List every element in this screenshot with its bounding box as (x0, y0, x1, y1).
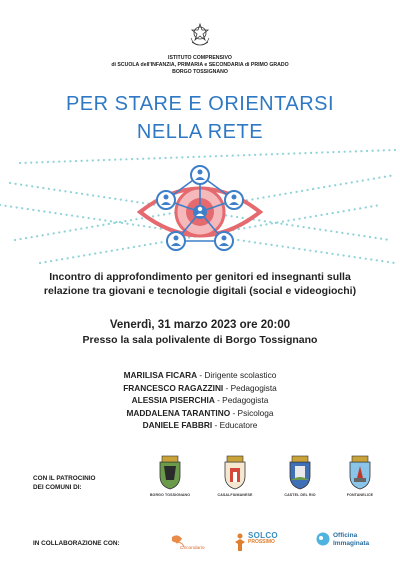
comune-borgo-tossignano (140, 454, 200, 497)
event-description (12, 270, 388, 298)
school-line-3: BORGO TOSSIGNANO (172, 69, 228, 75)
subtitle-line-1: Incontro di approfondimento per genitori ed insegnanti sulla (49, 271, 351, 283)
speakers-list (0, 369, 400, 432)
patrocinio-line-1: CON IL PATROCINIO (33, 475, 96, 482)
fontanelice-crest-icon (347, 454, 373, 490)
comune-castel-del-rio (270, 454, 330, 497)
castel-del-rio-crest-icon (287, 454, 313, 490)
comune-caption: CASTEL DEL RIO (284, 493, 316, 497)
circondario-text: Circondario (180, 546, 205, 551)
network-eye-illustration (0, 145, 400, 270)
solco-name: SOLCO (248, 531, 278, 540)
user-node-icon (215, 232, 233, 250)
comune-fontanelice (330, 454, 390, 497)
user-node-icon (167, 232, 185, 250)
partner-officina-logo (316, 532, 370, 551)
title-line-1: PER STARE E ORIENTARSI (65, 93, 335, 115)
collaborazione-label: IN COLLABORAZIONE CON: (33, 540, 120, 547)
subtitle-line-2: relazione tra giovani e tecnologie digitali (social e videogiochi) (43, 285, 357, 297)
comune-caption: CASALFIUMANESE (217, 493, 253, 497)
patrocinio-label (33, 474, 96, 492)
comune-casalfiumanese (205, 454, 265, 497)
event-place: Presso la sala polivalente di Borgo Tossignano (82, 334, 318, 346)
school-line-1: ISTITUTO COMPRENSIVO (168, 55, 232, 61)
user-node-icon (193, 205, 207, 219)
speaker-role: - Dirigente scolastico (197, 370, 277, 380)
title-line-2: NELLA RETE (136, 121, 264, 143)
partner-circondario-logo (168, 533, 208, 558)
event-date: Venerdì, 31 marzo 2023 ore 20:00 (109, 319, 291, 331)
comune-caption: BORGO TOSSIGNANO (149, 493, 191, 497)
officina-logo-icon (316, 532, 330, 546)
solco-figure-icon (233, 532, 247, 552)
speaker-role: - Psicologa (230, 407, 274, 418)
poster-title (0, 90, 400, 146)
speaker-name: DANIELE FABBRI (142, 420, 213, 430)
user-node-icon (157, 191, 175, 209)
school-line-2: di SCUOLA dell'INFANZIA, PRIMARIA e SECONDARIA di PRIMO GRADO (111, 62, 289, 68)
speaker-role: - Educatore (212, 420, 258, 430)
partner-solco-logo (233, 531, 278, 557)
solco-subname: PROSSIMO (248, 539, 275, 545)
comune-caption: FONTANELICE (346, 493, 374, 497)
user-node-icon (191, 166, 209, 184)
speaker-row (0, 407, 400, 420)
user-node-icon (225, 191, 243, 209)
officina-line-1: Officina (333, 532, 358, 539)
borgo-tossignano-crest-icon (157, 454, 183, 490)
speaker-role: - Pedagogista (223, 382, 277, 393)
officina-text (333, 532, 369, 548)
speaker-row (0, 382, 400, 395)
speaker-row (0, 419, 400, 432)
speaker-name: MADDALENA TARANTINO (126, 407, 231, 418)
casalfiumanese-crest-icon (222, 454, 248, 490)
speaker-role: - Pedagogista (214, 395, 269, 405)
school-header (0, 55, 400, 76)
speaker-name: ALESSIA PISERCHIA (131, 395, 215, 405)
speaker-name: MARILISA FICARA (123, 370, 198, 380)
speaker-row (0, 369, 400, 382)
speaker-name: FRANCESCO RAGAZZINI (123, 382, 224, 393)
italian-republic-emblem-icon (189, 22, 211, 48)
event-details (0, 317, 400, 347)
solco-text (248, 532, 278, 546)
patrocinio-line-2: DEI COMUNI DI: (33, 484, 82, 491)
officina-line-2: Immaginata (333, 540, 370, 547)
speaker-row (0, 394, 400, 407)
